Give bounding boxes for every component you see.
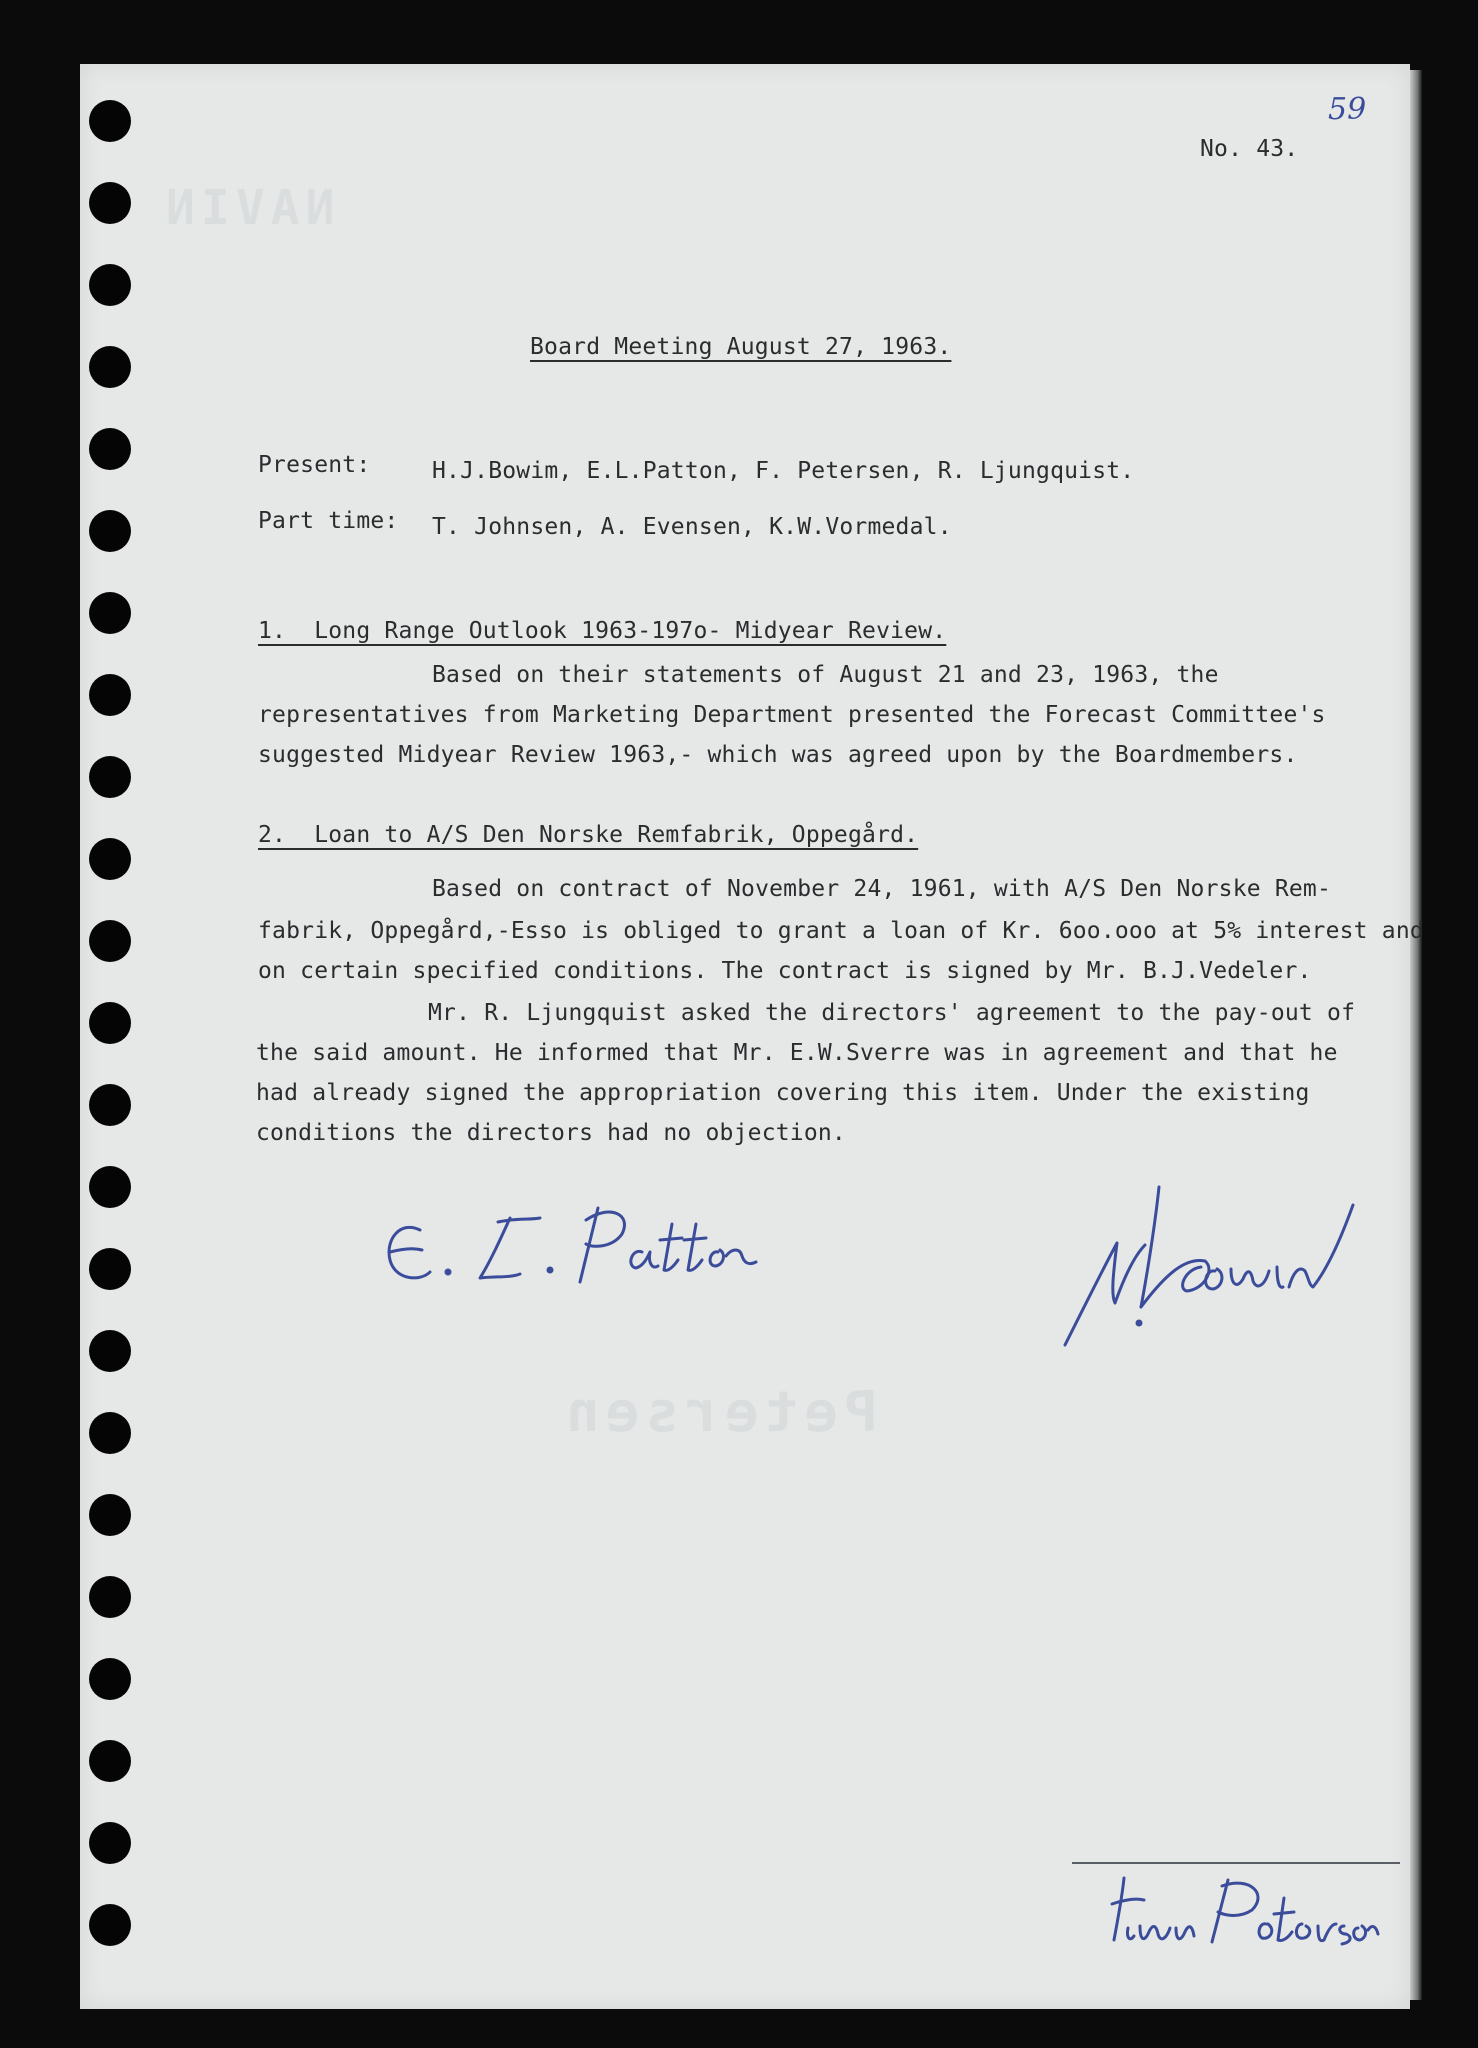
present-label: Present: — [258, 452, 371, 478]
parttime-names: T. Johnsen, A. Evensen, K.W.Vormedal. — [432, 514, 952, 540]
present-names: H.J.Bowim, E.L.Patton, F. Petersen, R. Ljungquist. — [432, 458, 1135, 484]
signature-line — [1072, 1862, 1400, 1864]
binder-hole — [89, 838, 131, 880]
item-line: suggested Midyear Review 1963,- which was agreed upon by the Boardmembers. — [258, 742, 1298, 768]
binder-hole — [89, 1822, 131, 1864]
document-number: No. 43. — [1200, 136, 1299, 162]
show-through-mark: Petersen — [560, 1380, 878, 1445]
binder-hole — [89, 1494, 131, 1536]
binder-hole — [89, 1002, 131, 1044]
signature-patton — [380, 1190, 760, 1300]
item-line: representatives from Marketing Department presented the Forecast Committee's — [258, 702, 1326, 728]
item-line: Based on their statements of August 21 and 23, 1963, the — [432, 662, 1219, 688]
binder-hole — [89, 756, 131, 798]
binder-hole — [89, 1330, 131, 1372]
signature-petersen — [1100, 1868, 1380, 1948]
binder-hole — [89, 346, 131, 388]
meeting-title: Board Meeting August 27, 1963. — [530, 334, 952, 360]
binder-hole — [89, 182, 131, 224]
item-line: Based on contract of November 24, 1961, with A/S Den Norske Rem- — [432, 876, 1332, 902]
item-line: fabrik, Oppegård,-Esso is obliged to grant a loan of Kr. 6oo.ooo at 5% interest and — [258, 918, 1424, 944]
binder-hole — [89, 1166, 131, 1208]
item-line: on certain specified conditions. The contract is signed by Mr. B.J.Vedeler. — [258, 958, 1312, 984]
item-heading: 1. Long Range Outlook 1963-197o- Midyear Review. — [258, 618, 947, 644]
item-heading: 2. Loan to A/S Den Norske Remfabrik, Oppegård. — [258, 822, 919, 848]
binder-hole — [89, 1658, 131, 1700]
item-line: had already signed the appropriation covering this item. Under the existing — [256, 1080, 1310, 1106]
binder-hole — [89, 264, 131, 306]
item-line: Mr. R. Ljungquist asked the directors' agreement to the pay-out of — [428, 1000, 1356, 1026]
binder-hole — [89, 1576, 131, 1618]
item-line: the said amount. He informed that Mr. E.W.Sverre was in agreement and that he — [256, 1040, 1338, 1066]
show-through-mark: NAVIN — [160, 180, 335, 236]
binder-hole — [89, 1412, 131, 1454]
page-edge — [1410, 70, 1422, 2000]
binder-hole — [89, 510, 131, 552]
binder-hole — [89, 428, 131, 470]
item-line: conditions the directors had no objection. — [256, 1120, 846, 1146]
binder-hole — [89, 1248, 131, 1290]
binder-holes — [0, 0, 150, 2048]
binder-hole — [89, 100, 131, 142]
binder-hole — [89, 1084, 131, 1126]
binder-hole — [89, 1740, 131, 1782]
signature-bowim — [1055, 1185, 1365, 1345]
page-number: 59 — [1328, 92, 1367, 127]
binder-hole — [89, 674, 131, 716]
binder-hole — [89, 920, 131, 962]
parttime-label: Part time: — [258, 508, 399, 534]
binder-hole — [89, 1904, 131, 1946]
binder-hole — [89, 592, 131, 634]
